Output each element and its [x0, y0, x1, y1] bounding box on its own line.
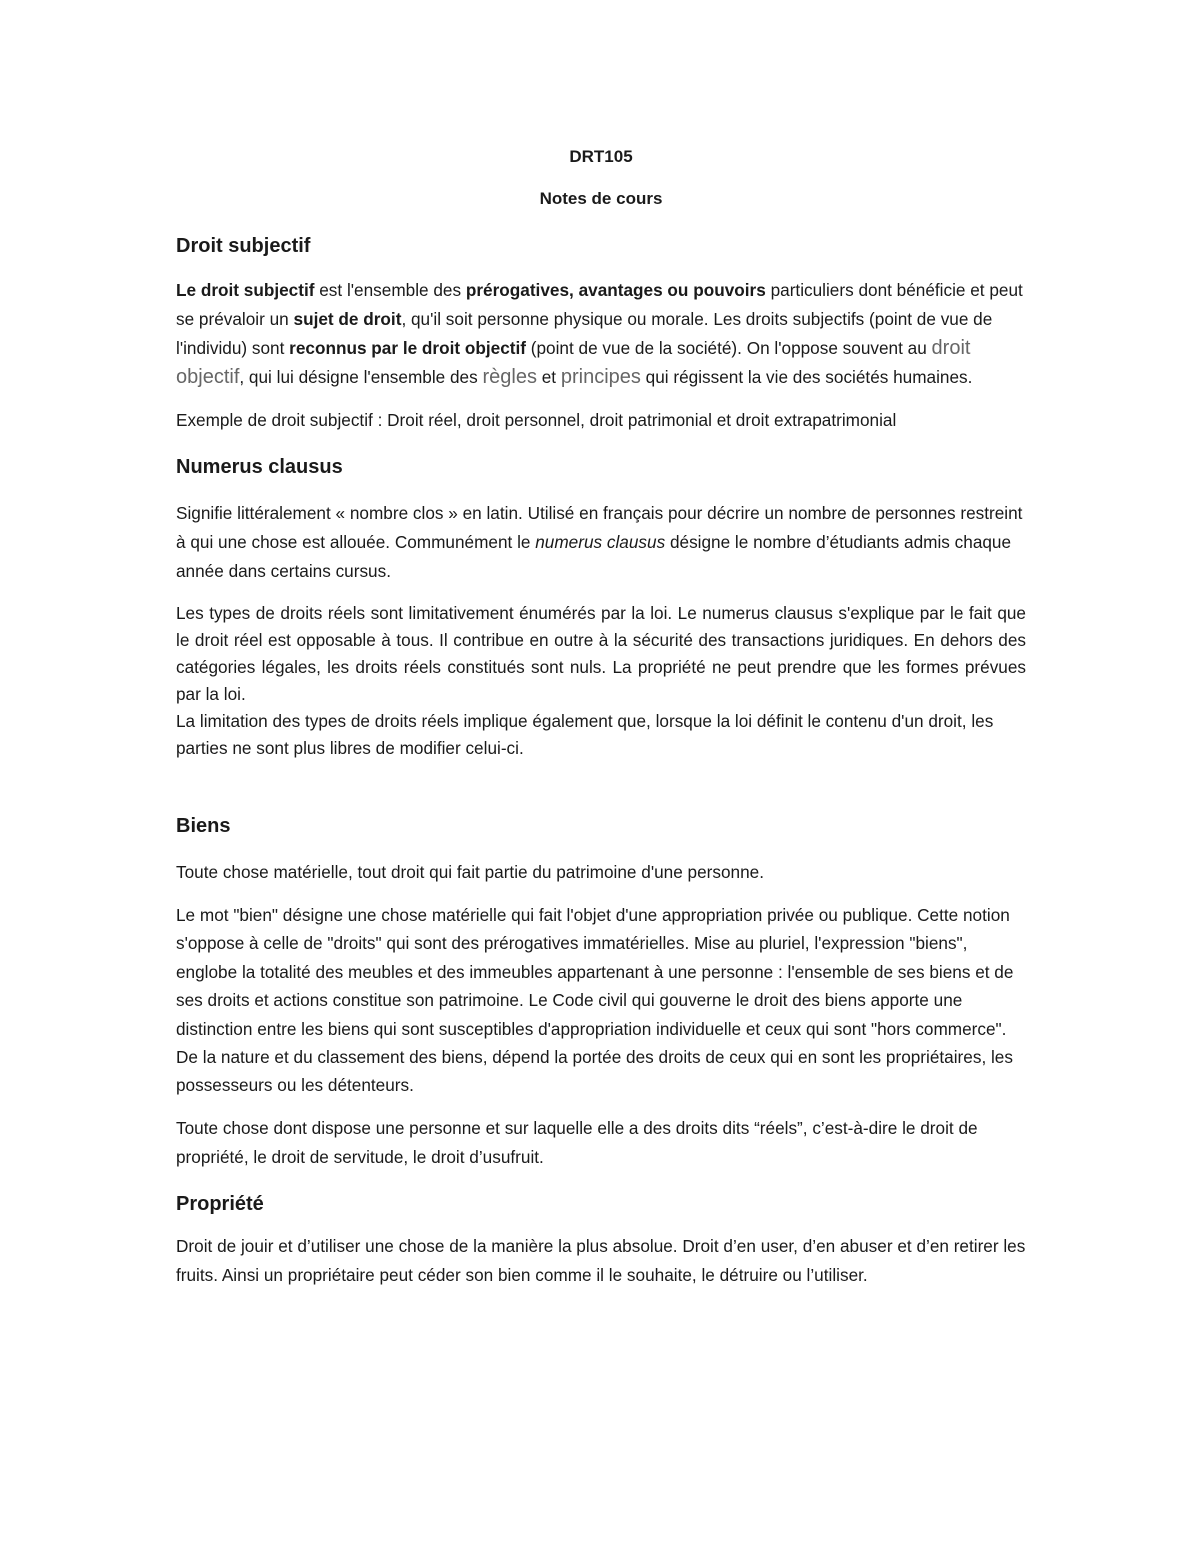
paragraph-numerus-clausus-definition	[176, 499, 1026, 586]
paragraph-numerus-clausus-droits-reels: Les types de droits réels sont limitativement énumérés par la loi. Le numerus clausus s'explique par le fait que le droit réel est opposable à tous. Il contribue en outre à la sécurité des transactions juridiques. En dehors des catégories légales, les droits réels constitués sont nuls. La propriété ne peut prendre que les formes prévues par la loi.	[176, 603, 1026, 704]
text: , qui lui désigne l'ensemble des	[239, 367, 483, 387]
heading-numerus-clausus: Numerus clausus	[176, 456, 343, 478]
heading-propriete: Propriété	[176, 1192, 264, 1215]
term-droit-subjectif: Le droit subjectif	[176, 280, 315, 300]
text: désigne le nombre d’étudiants admis chaque année dans certains cursus.	[176, 532, 1012, 581]
link-droit-objectif: droit objectif	[176, 337, 971, 388]
text: , qu'il soit personne physique ou morale. Les droits subjectifs (point de vue de l'individu) sont	[176, 309, 993, 358]
text: particuliers dont bénéficie et peut se prévaloir un	[176, 280, 1023, 329]
document-title: DRT105	[569, 147, 633, 166]
paragraph-biens-definition: Toute chose matérielle, tout droit qui fait partie du patrimoine d'une personne.	[176, 862, 765, 882]
heading-biens: Biens	[176, 815, 231, 837]
paragraph-biens-mot-bien: Le mot "bien" désigne une chose matérielle qui fait l'objet d'une appropriation privée ou publique. Cette notion s'oppose à celle de "droits" qui sont des prérogatives immatérielles. Mise au pluriel, l'expression "biens", englobe la totalité des meubles et des immeubles appartenant à une personne : l'ensemble de ses biens et de ses droits et actions constitue son patrimoine. Le Code civil qui gouverne le droit des biens apporte une distinction entre les biens qui sont susceptibles d'appropriation individuelle et ceux qui sont "hors commerce". De la nature et du classement des biens, dépend la portée des droits de ceux qui en sont les propriétaires, les possesseurs ou les détenteurs.	[176, 905, 1014, 1096]
heading-droit-subjectif: Droit subjectif	[176, 235, 311, 257]
term-sujet-de-droit: sujet de droit	[293, 309, 402, 329]
paragraph-droit-subjectif-exemple: Exemple de droit subjectif : Droit réel, droit personnel, droit patrimonial et droit extrapatrimonial	[176, 410, 897, 430]
paragraph-numerus-clausus-limitation: La limitation des types de droits réels implique également que, lorsque la loi définit le contenu d'un droit, les parties ne sont plus libres de modifier celui-ci.	[176, 711, 994, 758]
link-principes: principes	[560, 366, 641, 388]
paragraph-droit-subjectif-definition	[176, 276, 1026, 392]
link-regles: règles	[482, 366, 537, 388]
text: et	[536, 367, 561, 387]
text: ou	[662, 280, 694, 300]
document-content	[176, 144, 1026, 1290]
paragraph-propriete-definition: Droit de jouir et d’utiliser une chose de la manière la plus absolue. Droit d’en user, d’en abuser et d’en retirer les fruits. Ainsi un propriétaire peut céder son bien comme il le souhaite, le détruire ou l’utiliser.	[176, 1235, 1026, 1285]
term-reconnus-par-le-droit-objectif: reconnus par le droit objectif	[289, 338, 526, 358]
text: qui régissent la vie des sociétés humaines.	[640, 367, 973, 387]
text: Signifie littéralement « nombre clos » en latin. Utilisé en français pour décrire un nombre de personnes restreint à qui une chose est allouée. Communément le	[176, 503, 1023, 552]
document-subtitle: Notes de cours	[539, 189, 663, 208]
term-pouvoirs: pouvoirs	[693, 280, 766, 300]
paragraph-biens-droits-reels: Toute chose dont dispose une personne et sur laquelle elle a des droits dits “réels”, c’est-à-dire le droit de propriété, le droit de servitude, le droit d’usufruit.	[176, 1117, 978, 1167]
term-avantages: avantages	[578, 280, 663, 300]
text: est l'ensemble des	[314, 280, 466, 300]
term-numerus-clausus: numerus clausus	[535, 532, 666, 552]
term-prerogatives: prérogatives	[465, 280, 570, 300]
text: ,	[569, 280, 579, 300]
text: (point de vue de la société). On l'oppose souvent au	[526, 338, 932, 358]
